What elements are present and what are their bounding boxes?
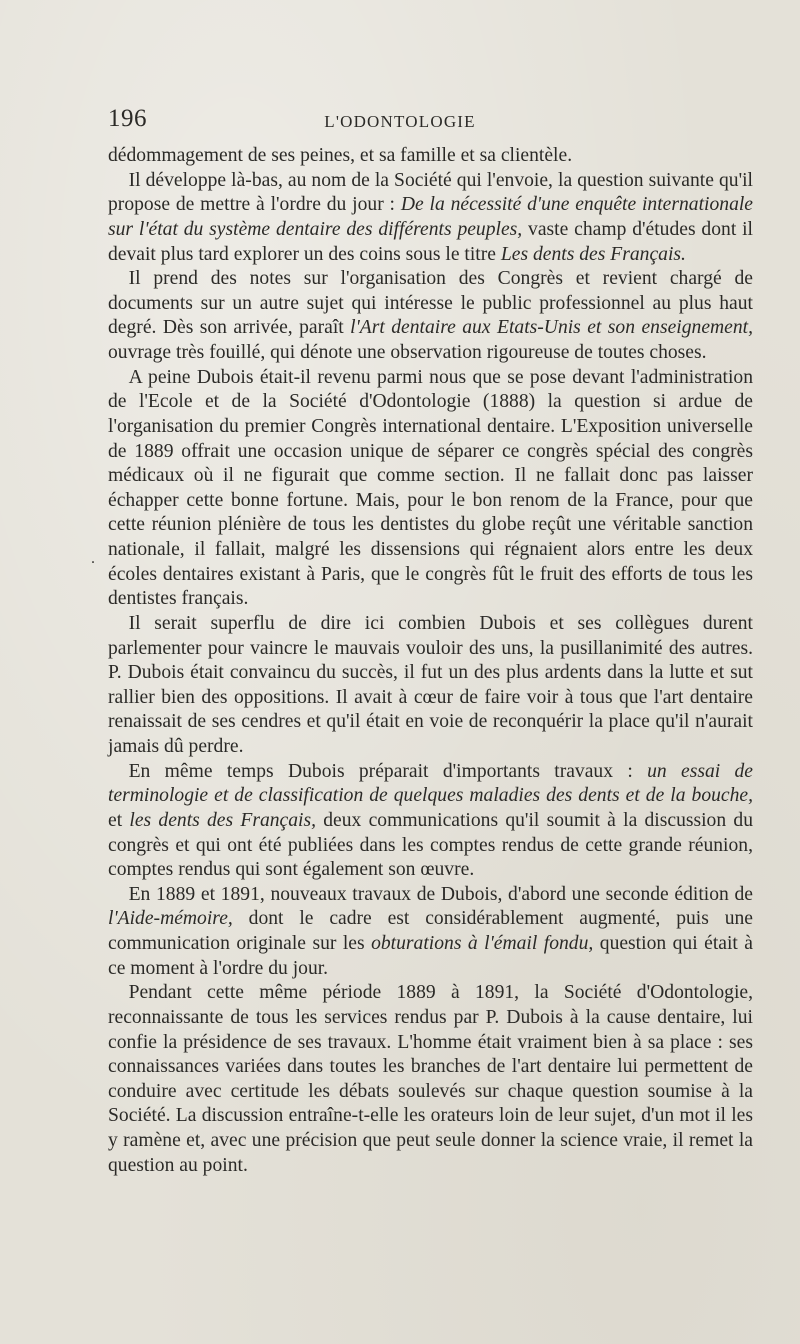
paragraph-text: En 1889 et 1891, nouveaux travaux de Dubois, d'abord une seconde édition de [128,883,753,905]
paragraph [108,760,753,883]
paragraph-text: question qui était à ce moment à l'ordre du jour. [108,933,753,979]
paragraph-text: dédommagement de ses peines, et sa famille et sa clientèle. [108,145,573,166]
italic-title-text: un essai de terminologie et de classification de quelques maladies des dents et de la bouche, [108,760,753,807]
paragraph [108,981,753,1178]
italic-title-text: obturations à l'émail fondu, [371,933,594,954]
paragraph [108,883,753,982]
paragraph-text: Il prend des notes sur l'organisation des Congrès et revient chargé de documents sur un autre sujet qui intéresse le public professionnel au plus haut degré. Dès son arrivée, paraît [108,268,753,339]
paragraph [108,267,753,366]
italic-title-text: les dents des Français, [129,809,317,831]
running-title: L'ODONTOLOGIE [324,112,476,131]
paragraph-text: dont le cadre est considérablement augmenté, puis une communication originale sur les [108,908,753,954]
paragraph-text: En même temps Dubois préparait d'importants travaux : [128,760,648,782]
paragraph [108,169,753,268]
paragraph [108,144,753,169]
paragraph-text: deux communications qu'il soumit à la discussion du congrès et qui ont été publiées dans les comptes rendus de cette grande réunion, comptes rendus qui sont également son œuvre. [108,809,753,881]
paragraph-text: ouvrage très fouillé, qui dénote une observation rigoureuse de toutes choses. [108,342,707,363]
paragraph-text: vaste champ d'études dont il devait plus tard explorer un des coins sous le titre [108,218,753,265]
margin-mark: . [91,550,95,567]
italic-title-text: De la nécessité d'une enquête internationale sur l'état du système dentaire des différents peuples, [108,194,754,240]
italic-title-text: l'Art dentaire aux Etats-Unis et son enseignement, [350,317,753,339]
italic-title-text: l'Aide-mémoire, [108,908,233,930]
paragraph [108,366,753,612]
paragraph-text: A peine Dubois était-il revenu parmi nous que se pose devant l'administration de l'Ecole et de la Société d'Odontologie (1888) la question si ardue de l'organisation du premier Congrès international dentaire. L'Exposition universelle de 1889 offrait une occasion unique de séparer ce congrès spécial des congrès médicaux où il ne figurait que comme section. Il ne fallait donc pas laisser échapper cette bonne fortune. Mais, pour le bon renom de la France, pour que cette réunion plénière de tous les dentistes du globe reçût une véritable sanction nationale, il fallait, malgré les dissensions qui régnaient alors entre les deux écoles dentaires existant à Paris, que le congrès fût le fruit des efforts de tous les dentistes français. [108,366,753,610]
italic-title-text: Les dents des Français. [500,243,686,265]
body-text [108,144,753,1178]
paragraph [108,612,753,760]
paragraph-text: Il développe là-bas, au nom de la Société qui l'envoie, la question suivante qu'il propose de mettre à l'ordre du jour : [108,169,753,216]
paragraph-text: et [108,809,130,831]
paragraph-text: Il serait superflu de dire ici combien Dubois et ses collègues durent parlementer pour vaincre le mauvais vouloir des uns, la pusillanimité des autres. P. Dubois était convaincu du succès, il fut un des plus ardents dans la lutte et sut rallier bien des oppositions. Il avait à cœur de faire voir à tous que l'art dentaire renaissait de ses cendres et qu'il était en voie de reconquérir la place qu'il n'aurait jamais dû perdre. [108,612,753,757]
page-number: 196 [108,105,147,132]
paragraph-text: Pendant cette même période 1889 à 1891, la Société d'Odontologie, reconnaissante de tous les services rendus par P. Dubois à la cause dentaire, lui confie la présidence de ses travaux. L'homme était vraiment bien à sa place : ses connaissances variées dans toutes les branches de l'art dentaire lui permettent de conduire avec certitude les débats soulevés sur chaque question soumise à la Société. La discussion entraîne-t-elle les orateurs loin de leur sujet, d'un mot il les y ramène et, avec une précision que peut seule donner la science vraie, il remet la question au point. [108,982,753,1176]
